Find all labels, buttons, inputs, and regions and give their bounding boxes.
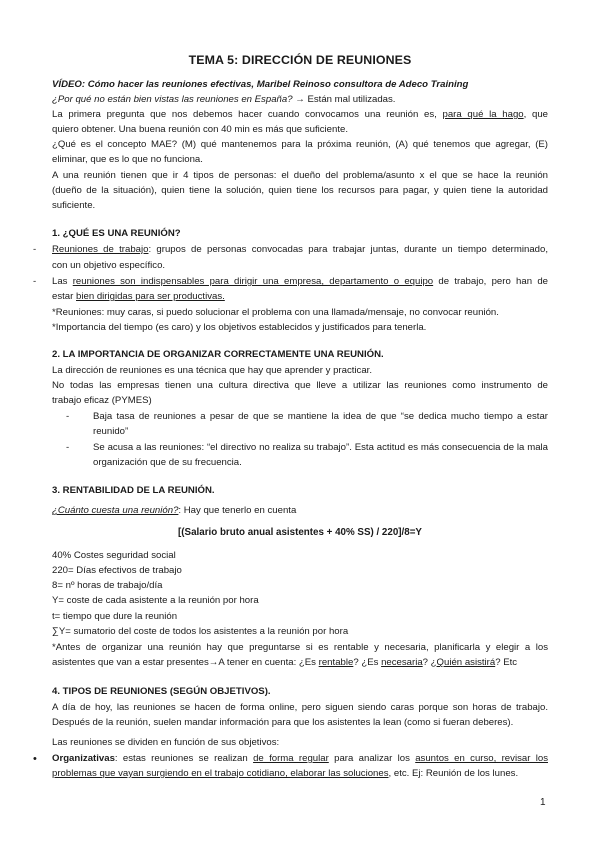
section-4-heading: 4. TIPOS DE REUNIONES (SEGÚN OBJETIVOS). xyxy=(52,686,271,697)
s1-note-1: *Reuniones: muy caras, si puedo solucionar el problema con una llamada/mensaje, no convocar reunión. xyxy=(52,307,499,318)
s2-bullet-2-line-2: organización que de su frecuencia. xyxy=(93,457,242,468)
s3-note-line-1: *Antes de organizar una reunión hay que preguntarse si es rentable y necesaria, planificarla y elegir a los xyxy=(52,642,548,653)
text-run: : Hay que tenerlo en cuenta xyxy=(178,505,297,516)
text-run: : estas reuniones se realizan xyxy=(114,753,248,764)
s1-note-2: *Importancia del tiempo (es caro) y los objetivos establecidos y justificados para tenerla. xyxy=(52,322,427,333)
text-run: , etc. Ej: Reunión de los lunes. xyxy=(388,768,519,779)
s4-paragraph-1-line-1: A día de hoy, las reuniones se hacen de forma online, pero siguen siendo caras porque son horas de trabajo. xyxy=(52,702,548,713)
bullet-dash: - xyxy=(33,276,37,287)
text-run: de trabajo, pero han de xyxy=(438,276,548,287)
intro-question-line xyxy=(52,94,395,106)
text-run: ? Etc xyxy=(495,657,518,668)
intro-paragraph-3-line-3: suficiente. xyxy=(52,200,96,211)
s1-bullet-2-line-1 xyxy=(52,276,548,288)
underlined-text: de forma regular xyxy=(253,753,329,764)
text-run: , que xyxy=(523,109,548,120)
s1-bullet-2-line-2 xyxy=(52,291,225,303)
underlined-text: Quién asistirá xyxy=(436,657,496,668)
s4-paragraph-1-line-2: Después de la reunión, suelen mandar información para que los asistentes la lean (como si fueran deberes). xyxy=(52,717,514,728)
text-run: ? ¿Es xyxy=(353,657,379,668)
text-run: ? ¿ xyxy=(422,657,437,668)
s2-paragraph-2-line-1: No todas las empresas tienen una cultura directiva que lleve a utilizar las reuniones como instrumento de xyxy=(52,380,548,391)
document-title: TEMA 5: DIRECCIÓN DE REUNIONES xyxy=(188,53,412,67)
s1-bullet-1-line-1 xyxy=(52,244,548,256)
underlined-italic-text: ¿Cuánto cuesta una reunión? xyxy=(52,505,179,516)
text-run: Las xyxy=(52,276,68,287)
bold-text: Organizativas xyxy=(52,753,115,764)
underlined-text: para qué la hago xyxy=(442,109,524,120)
s2-bullet-1-line-2: reunido” xyxy=(93,426,129,437)
intro-question: ¿Por qué no están bien vistas las reuniones en España? xyxy=(52,94,293,105)
s2-paragraph-2-line-2: trabajo eficaz (PYMES) xyxy=(52,395,152,406)
s3-note-line-2 xyxy=(52,657,517,669)
formula-legend-6: ∑Y= sumatorio del coste de todos los asistentes a la reunión por hora xyxy=(52,626,349,637)
intro-paragraph-2-line-1: ¿Qué es el concepto MAE? (M) qué mantenemos para la próxima reunión, (A) qué tenemos que agregar, (E) xyxy=(52,139,548,150)
bullet-dot: • xyxy=(33,753,37,765)
section-3-heading: 3. RENTABILIDAD DE LA REUNIÓN. xyxy=(52,485,215,496)
s4-paragraph-2: Las reuniones se dividen en función de sus objetivos: xyxy=(52,737,280,748)
underlined-text: necesaria xyxy=(381,657,423,668)
bullet-dash: - xyxy=(66,411,70,422)
s4-bullet-1-line-2 xyxy=(52,768,518,780)
underlined-text: asuntos en curso, revisar los xyxy=(415,753,548,764)
formula-legend-2: 220= Días efectivos de trabajo xyxy=(52,565,182,576)
underlined-text: problemas que vayan surgiendo en el trabajo cotidiano, elaborar las soluciones xyxy=(52,768,389,779)
section-2-heading: 2. LA IMPORTANCIA DE ORGANIZAR CORRECTAMENTE UNA REUNIÓN. xyxy=(52,349,384,360)
formula-legend-4: Y= coste de cada asistente a la reunión por hora xyxy=(52,595,259,606)
text-run: : grupos de personas convocadas para trabajar juntas, durante un tiempo determinado, xyxy=(148,244,548,255)
intro-paragraph-2-line-2: eliminar, que es lo que no funciona. xyxy=(52,154,203,165)
text-run: asistentes que van a estar presentes→A tener en cuenta: ¿Es xyxy=(52,657,316,668)
intro-paragraph-3-line-2: (dueño de la situación), quien tiene la solución, quien tiene los recursos para pagar, y quien tiene la autoridad xyxy=(52,185,548,196)
s2-bullet-2-line-1: Se acusa a las reuniones: “el directivo no realiza su trabajo”. Esta actitud es más consecuencia de la mala xyxy=(93,442,548,453)
bullet-dash: - xyxy=(33,244,37,255)
intro-paragraph-1-line-1 xyxy=(52,109,548,121)
s2-bullet-1-line-1: Baja tasa de reuniones a pesar de que se mantiene la idea de que “se dedica mucho tiempo a estar xyxy=(93,411,548,422)
s4-bullet-1-line-1 xyxy=(52,753,548,765)
cost-formula: [(Salario bruto anual asistentes + 40% SS) / 220]/8=Y xyxy=(178,527,422,538)
underlined-text: Reuniones de trabajo xyxy=(52,244,149,255)
s1-bullet-1-line-2: con un objetivo específico. xyxy=(52,260,166,271)
formula-legend-3: 8= nº horas de trabajo/día xyxy=(52,580,163,591)
text-run: para analizar los xyxy=(334,753,410,764)
intro-answer: → Están mal utilizadas. xyxy=(295,94,396,105)
formula-legend-5: t= tiempo que dure la reunión xyxy=(52,611,178,622)
text-run: La primera pregunta que nos debemos hacer cuando convocamos una reunión es, xyxy=(52,109,437,120)
underlined-text: bien dirigidas para ser productivas. xyxy=(76,291,225,302)
intro-paragraph-3-line-1: A una reunión tienen que ir 4 tipos de personas: el dueño del problema/asunto x el que se hace la reunión xyxy=(52,170,548,181)
formula-legend-1: 40% Costes seguridad social xyxy=(52,550,176,561)
underlined-text: rentable xyxy=(318,657,354,668)
s2-paragraph-1: La dirección de reuniones es una técnica que hay que aprender y practicar. xyxy=(52,365,372,376)
section-1-heading: 1. ¿QUÉ ES UNA REUNIÓN? xyxy=(52,228,181,239)
video-reference: VÍDEO: Cómo hacer las reuniones efectivas, Maribel Reinoso consultora de Adeco Training xyxy=(52,79,469,90)
underlined-text: reuniones son indispensables para dirigir una empresa, departamento o equipo xyxy=(72,276,434,287)
s3-question-line xyxy=(52,505,296,517)
page-number: 1 xyxy=(540,797,546,808)
bullet-dash: - xyxy=(66,442,70,453)
text-run: estar xyxy=(52,291,74,302)
intro-paragraph-1-line-2: quiero obtener. Una buena reunión con 40 min es más que suficiente. xyxy=(52,124,349,135)
